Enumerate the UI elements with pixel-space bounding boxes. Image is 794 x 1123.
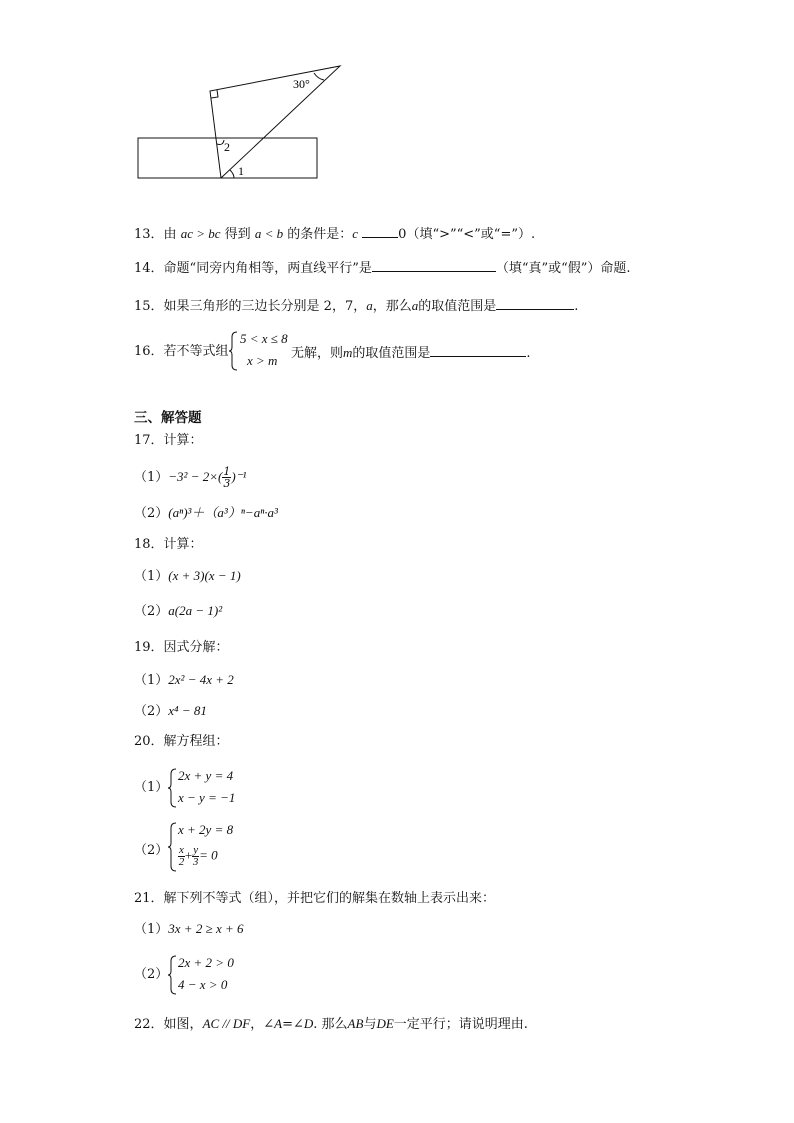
question-14: 14．命题“同旁内角相等，两直线平行”是 （填“真”或“假”）命题. (134, 261, 631, 276)
system-20-2-row2: $\frac{x}{2}$ + $\frac{y}{3}$ = 0 (178, 844, 218, 868)
question-21-title: 21．解下列不等式（组），并把它们的解集在数轴上表示出来： (134, 891, 496, 906)
angle-1-label: 1 (238, 164, 244, 178)
question-21-part1: （1）3x + 2 ≥ x + 6 (134, 921, 244, 937)
geometry-figure (130, 60, 350, 185)
question-17-title: 17．计算： (134, 433, 203, 448)
system-21-2-row2: 4 − x > 0 (178, 977, 228, 992)
question-20-part2-label: （2） (134, 843, 169, 858)
system-20-1-row1: 2x + y = 4 (178, 768, 234, 783)
question-13: 13．由 ac > bc 得到 a < b 的条件是：c 0（填“>”“<”或“=”）. (134, 226, 536, 242)
question-19-part1: （1）2x² − 4x + 2 (134, 672, 234, 688)
question-16-tail: 无解，则m的取值范围是 . (291, 345, 531, 361)
question-20-title: 20．解方程组： (134, 734, 229, 749)
answer-blank-16[interactable] (430, 344, 526, 357)
question-18-part1: （1）(x + 3)(x − 1) (134, 568, 241, 584)
question-22: 22．如图，AC // DF，∠A=∠D. 那么AB与DE一定平行；请说明理由. (134, 1016, 528, 1032)
question-16: 16．若不等式组 (134, 344, 229, 359)
section-title: 三、解答题 (134, 410, 202, 426)
question-21-part2-label: （2） (134, 967, 169, 982)
answer-blank-13[interactable] (362, 225, 398, 238)
question-20-part1-label: （1） (134, 780, 169, 795)
angle-30-arc (314, 73, 324, 80)
brace-20-1 (168, 768, 178, 808)
brace-20-2 (168, 822, 178, 872)
question-19-part2: （2）x⁴ − 81 (134, 703, 207, 719)
system-21-2-row1: 2x + 2 > 0 (178, 955, 234, 970)
brace-21-2 (168, 955, 178, 995)
brace-16 (229, 331, 239, 371)
system-16-row2: x > m (247, 353, 278, 368)
triangle (210, 66, 340, 178)
answer-blank-14[interactable] (372, 259, 496, 272)
angle-1-arc (230, 170, 234, 178)
question-18-part2: （2）a(2a − 1)² (134, 603, 223, 619)
angle-2-arc (217, 140, 224, 145)
right-angle-mark (211, 90, 218, 98)
system-16-row1: 5 < x ≤ 8 (240, 331, 288, 346)
system-20-1-row2: x − y = −1 (178, 790, 236, 805)
question-18-title: 18．计算： (134, 537, 203, 552)
angle-2-label: 2 (224, 140, 230, 154)
question-17-part2: （2）(aⁿ)³＋（a³）ⁿ−aⁿ·a³ (134, 505, 278, 521)
system-20-2-row1: x + 2y = 8 (178, 822, 234, 837)
answer-blank-15[interactable] (496, 297, 574, 310)
question-19-title: 19．因式分解： (134, 640, 229, 655)
question-17-part1: （1）−3² − 2×( $\frac{1}{3}$ )⁻¹ (134, 465, 247, 490)
question-15: 15．如果三角形的三边长分别是 2，7，a，那么a的取值范围是 . (134, 298, 579, 314)
angle-30-label: 30° (293, 77, 310, 91)
